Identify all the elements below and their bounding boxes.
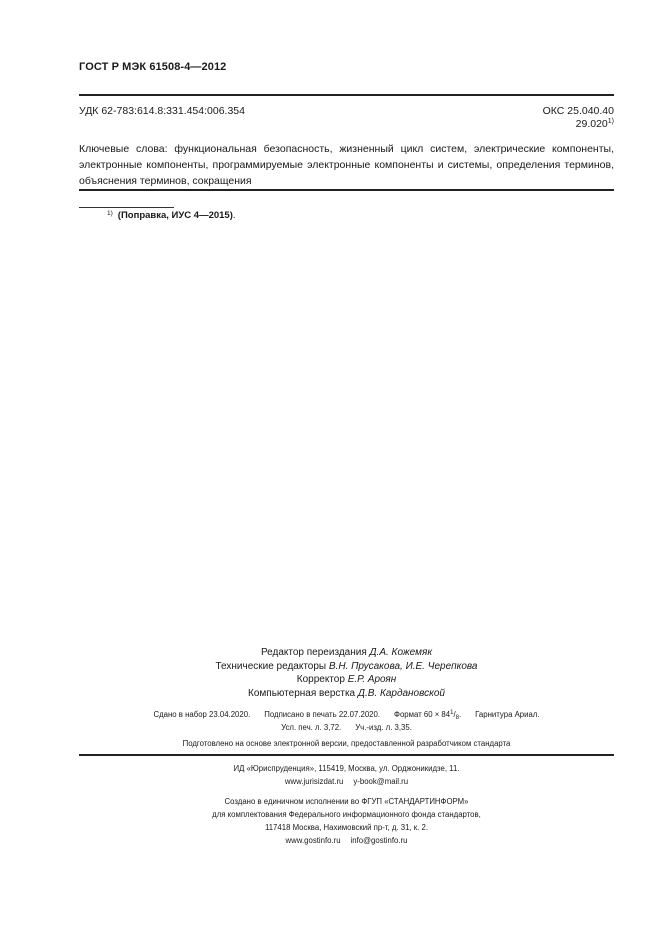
credit-layout [79,687,614,701]
oks-code-2-row [543,118,614,131]
credit-layout-name: Д.В. Кардановской [357,687,445,699]
publisher-email-link[interactable]: y-book@mail.ru [353,777,409,786]
oks-footnote-ref: 1) [607,118,614,125]
credit-corrector-label: Корректор [296,674,345,685]
footnote-period: . [232,210,236,221]
keywords-paragraph: Ключевые слова: функциональная безопасность, жизненный цикл систем, электрические компоненты, электронные компоненты, программируемые электронные компоненты и системы, определения терминов, объяснения терминов, сокращения [79,143,614,187]
print-format-den: 8 [455,715,459,721]
keywords-divider [79,189,614,191]
producer-site-link[interactable]: www.gostinfo.ru [285,836,341,845]
publisher-site-link[interactable]: www.jurisizdat.ru [284,777,344,786]
footnote-text: (Поправка, ИУС 4—2015) [117,210,233,221]
publisher-divider [79,754,614,756]
document-code: ГОСТ Р МЭК 61508-4—2012 [79,61,227,73]
credit-corrector-name: Е.Р. Ароян [347,674,397,685]
print-typeface: Гарнитура Ариал. [475,710,540,719]
publisher-address: ИД «Юриспруденция», 115419, Москва, ул. Орджоникидзе, 11. [233,764,460,773]
publisher-block [79,762,614,788]
print-format-suffix: . [458,710,462,719]
producer-block [79,795,614,847]
credit-layout-label: Компьютерная верстка [248,687,356,699]
print-submitted: Сдано в набор 23.04.2020. [153,710,251,719]
footnote-ref: 1) [107,210,113,217]
print-prepared: Подготовлено на основе электронной версии, предоставленной разработчиком стандарта [182,739,511,748]
print-signed: Подписано в печать 22.07.2020. [264,710,381,719]
credit-editor-label: Редактор переиздания [260,647,367,658]
print-sheets-pub: Уч.-изд. л. 3,35. [355,723,412,732]
credit-editor-name: Д.А. Кожемяк [369,647,433,658]
udk-code: УДК 62-783:614.8:331.454:006.354 [79,105,245,117]
print-format: Формат $60 \times 84^1/_8$. [394,710,462,721]
producer-line-2: для комплектования Федерального информационного фонда стандартов, [212,810,481,819]
credits-block [79,646,614,700]
producer-contacts [79,834,614,847]
producer-line-1: Создано в единичном исполнении во ФГУП «СТАНДАРТИНФОРМ» [224,797,469,806]
header-divider [79,94,614,96]
credit-tech-label: Технические редакторы [215,660,327,672]
credit-corrector [79,673,614,687]
footnote [107,210,236,221]
credit-tech-editors [79,660,614,674]
credit-editor [79,646,614,660]
producer-line-3: 117418 Москва, Нахимовский пр-т, д. 31, к. 2. [264,823,429,832]
print-format-prefix: Формат 60 × 84 [394,710,451,719]
print-sheets-print: Усл. печ. л. 3,72. [281,723,342,732]
print-info-line-1 [79,708,614,721]
print-info-line-2 [79,721,614,734]
oks-codes [543,105,614,131]
publisher-contacts [79,775,614,788]
producer-email-link[interactable]: info@gostinfo.ru [350,836,408,845]
oks-code-2: 29.020 [575,118,608,130]
oks-code-1: ОКС 25.040.40 [542,105,614,117]
credit-tech-names: В.Н. Прусакова, И.Е. Черепкова [328,660,478,672]
footnote-rule [79,207,174,208]
print-format-num: 1 [450,710,454,716]
